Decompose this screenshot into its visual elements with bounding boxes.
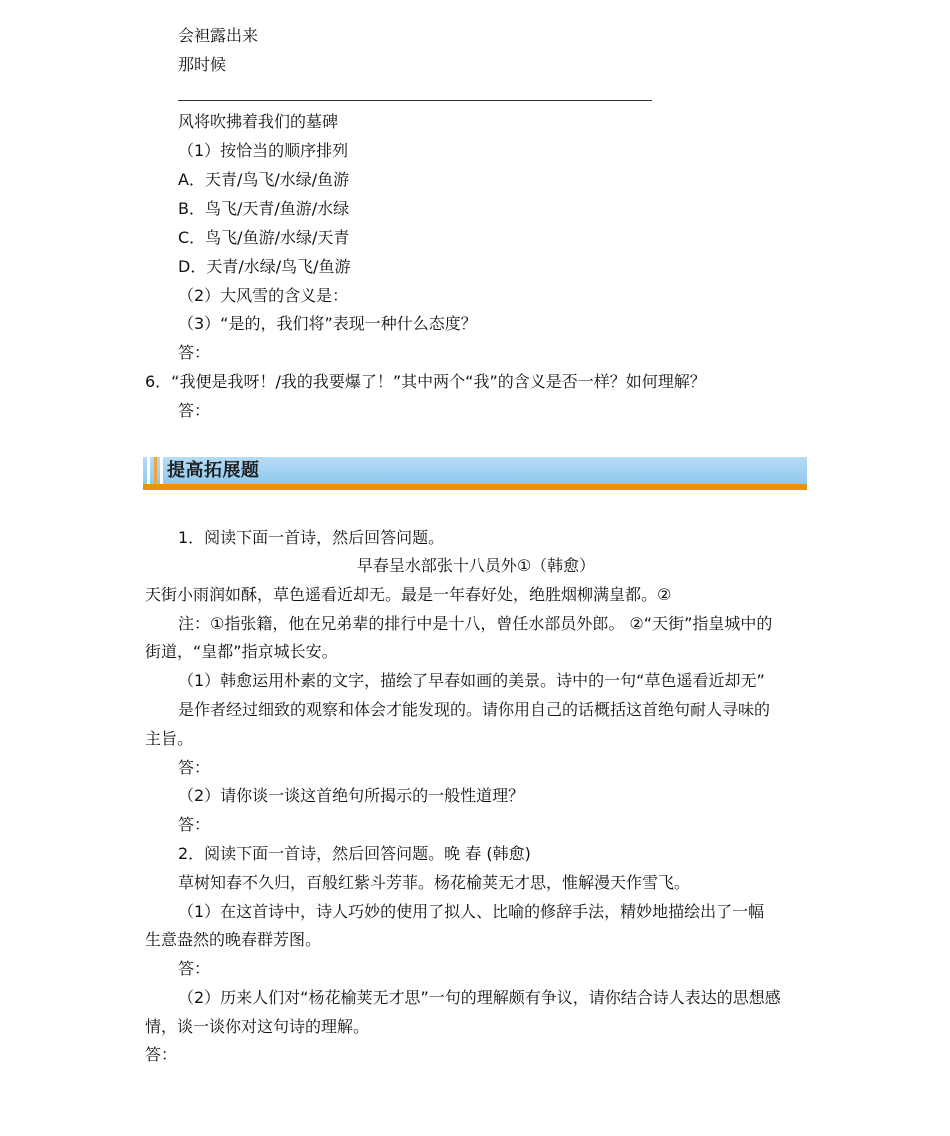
option-d: D．天青/水绿/鸟飞/鱼游 — [178, 257, 351, 276]
question-text: 主旨。 — [145, 729, 194, 748]
question-text: 是作者经过细致的观察和体会才能发现的。请你用自己的话概括这首绝句耐人寻味的 — [178, 700, 771, 719]
poem-title: 早春呈水部张十八员外①（韩愈） — [356, 556, 596, 575]
answer-blank-line — [178, 100, 652, 101]
question-text: （1）韩愈运用朴素的文字，描绘了早春如画的美景。诗中的一句“草色遥看近却无” — [178, 671, 765, 690]
option-b: B．鸟飞/天青/鱼游/水绿 — [178, 199, 350, 218]
poem-line: 会袒露出来 — [178, 26, 259, 45]
question-text: 1．阅读下面一首诗，然后回答问题。 — [178, 528, 445, 547]
question-text: （1）按恰当的顺序排列 — [178, 141, 349, 160]
poem-text: 天街小雨润如酥，草色遥看近却无。最是一年春好处，绝胜烟柳满皇都。② — [145, 585, 672, 604]
section-title: 提高拓展题 — [167, 460, 260, 481]
answer-label: 答： — [178, 959, 211, 978]
section-header-stripe — [160, 457, 163, 484]
question-text: （2）历来人们对“杨花榆荚无才思”一句的理解颇有争议，请你结合诗人表达的思想感 — [178, 988, 781, 1007]
question-text: （1）在这首诗中，诗人巧妙的使用了拟人、比喻的修辞手法，精妙地描绘出了一幅 — [178, 902, 765, 921]
section-header-underline — [143, 484, 807, 490]
option-c: C．鸟飞/鱼游/水绿/天青 — [178, 228, 350, 247]
answer-label: 答： — [145, 1045, 178, 1064]
answer-label: 答： — [178, 758, 211, 777]
question-text: 2．阅读下面一首诗，然后回答问题。晚 春 (韩愈) — [178, 844, 531, 863]
question-text: 生意盎然的晚春群芳图。 — [145, 930, 322, 949]
question-text: 6．“我便是我呀！/我的我要爆了！”其中两个“我”的含义是否一样？如何理解？ — [145, 372, 706, 391]
question-text: （2）请你谈一谈这首绝句所揭示的一般性道理？ — [178, 786, 525, 805]
section-header-stripe — [154, 457, 157, 484]
question-text: （3）“是的，我们将”表现一种什么态度？ — [178, 314, 477, 333]
note-text: 注：①指张籍，他在兄弟辈的排行中是十八，曾任水部员外郎。 ②“天街”指皇城中的 — [178, 614, 773, 633]
poem-text: 草树知春不久归，百般红紫斗芳菲。杨花榆荚无才思，惟解漫天作雪飞。 — [178, 873, 691, 892]
option-a: A．天青/鸟飞/水绿/鱼游 — [178, 170, 350, 189]
section-header-stripe — [147, 457, 150, 484]
answer-label: 答： — [178, 815, 211, 834]
answer-label: 答： — [178, 343, 211, 362]
question-text: 情，谈一谈你对这句诗的理解。 — [145, 1017, 370, 1036]
poem-line: 风将吹拂着我们的墓碑 — [178, 112, 339, 131]
note-text: 街道，“皇都”指京城长安。 — [145, 642, 338, 661]
section-header — [143, 457, 807, 491]
question-text: （2）大风雪的含义是： — [178, 286, 349, 305]
answer-label: 答： — [178, 401, 211, 420]
poem-line: 那时候 — [178, 55, 227, 74]
